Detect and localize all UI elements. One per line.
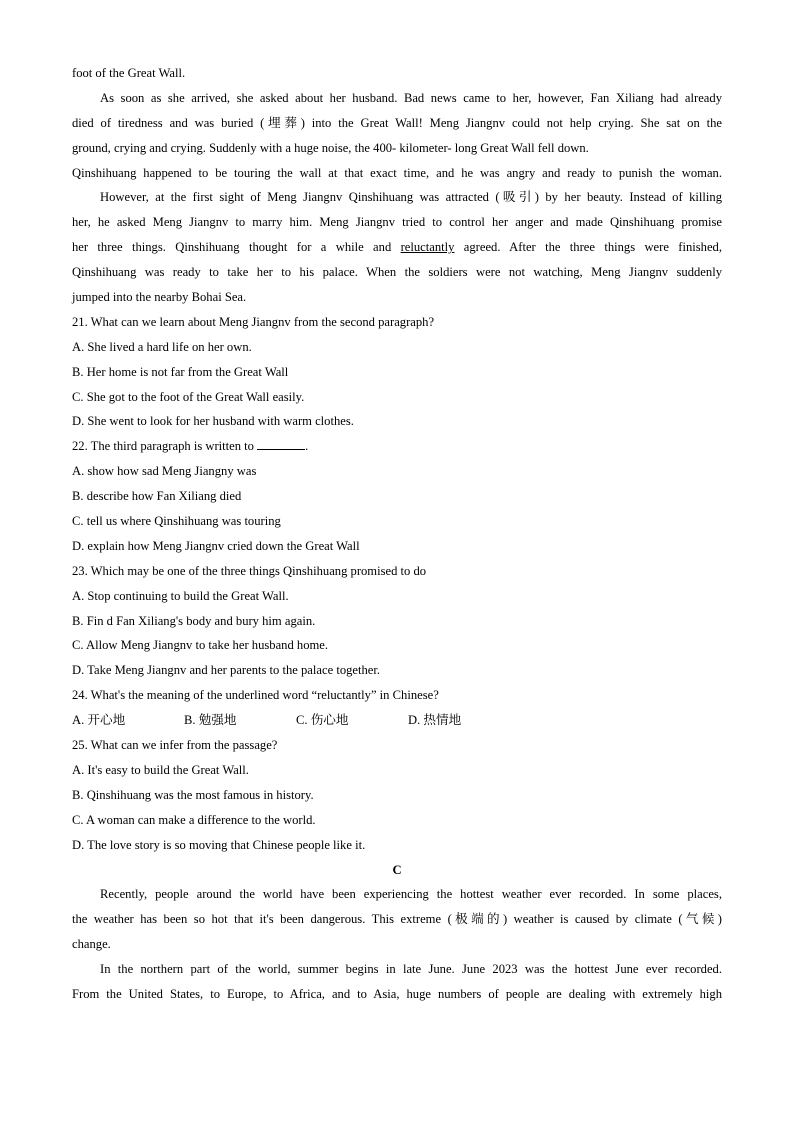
option-b: B. Qinshihuang was the most famous in history. (72, 787, 314, 802)
question-stem (72, 434, 722, 459)
question-stem: 23. Which may be one of the three things Qinshihuang promised to do (72, 563, 427, 578)
options-row (72, 708, 722, 733)
text-line: jumped into the nearby Bohai Sea. (72, 290, 247, 305)
option-d: D. The love story is so moving that Chinese people like it. (72, 837, 366, 852)
text-line: As soon as she arrived, she asked about her husband. Bad news came to her, however, Fan Xiliang had already (100, 90, 722, 105)
option-a: A. 开心地 (72, 713, 126, 728)
question-stem: 21. What can we learn about Meng Jiangnv from the second paragraph? (72, 314, 435, 329)
option-c: C. tell us where Qinshihuang was touring (72, 514, 281, 529)
text-line: the weather has been so hot that it's been dangerous. This extreme (极端的) weather is caused by climate (气候) (72, 912, 722, 927)
question-stem: 25. What can we infer from the passage? (72, 738, 278, 753)
document-page (72, 61, 722, 1007)
option-d: D. 热情地 (408, 713, 462, 728)
text-line: From the United States, to Europe, to Africa, and to Asia, huge numbers of people are dealing with extremely high (72, 986, 722, 1001)
option-a: A. show how sad Meng Jiangny was (72, 464, 257, 479)
option-b: B. 勉强地 (184, 713, 237, 728)
text-line: died of tiredness and was buried (埋葬) into the Great Wall! Meng Jiangnv could not help crying. She sat on the (72, 115, 722, 130)
option-b: B. Fin d Fan Xiliang's body and bury him again. (72, 613, 316, 628)
text-line: change. (72, 937, 111, 952)
question-25 (72, 733, 722, 857)
option-a: A. It's easy to build the Great Wall. (72, 762, 249, 777)
question-24 (72, 683, 722, 733)
text-line (72, 235, 722, 260)
option-d: D. Take Meng Jiangnv and her parents to the palace together. (72, 663, 381, 678)
question-23 (72, 559, 722, 683)
text-span: 22. The third paragraph is written to (72, 439, 258, 454)
paragraph-hottest-weather (72, 882, 722, 957)
paragraph-northern-summer (72, 957, 722, 1007)
text-line: Qinshihuang happened to be touring the wall at that exact time, and he was angry and ready to punish the woman. (72, 165, 722, 180)
text-span: her three things. Qinshihuang thought for a while and (72, 240, 401, 255)
text-line: Qinshihuang was ready to take her to his palace. When the soldiers were not watching, Meng Jiangnv suddenly (72, 265, 722, 280)
answer-blank (257, 437, 305, 450)
question-21 (72, 310, 722, 434)
question-22 (72, 434, 722, 558)
text-line: Recently, people around the world have been experiencing the hottest weather ever recorded. In some places, (100, 887, 722, 902)
section-heading: C (392, 862, 402, 877)
option-b: B. Her home is not far from the Great Wall (72, 364, 289, 379)
question-stem: 24. What's the meaning of the underlined word “reluctantly” in Chinese? (72, 688, 439, 703)
text-line: her, he asked Meng Jiangnv to marry him. Meng Jiangnv tried to control her anger and made Qinshihuang promise (72, 215, 722, 230)
text-line: foot of the Great Wall. (72, 66, 186, 80)
text-line: ground, crying and crying. Suddenly with a huge noise, the 400- kilometer- long Great Wall fell down. (72, 140, 589, 155)
option-d: D. She went to look for her husband with warm clothes. (72, 414, 354, 429)
underlined-word: reluctantly (400, 240, 455, 255)
option-a: A. She lived a hard life on her own. (72, 339, 252, 354)
text-span: agreed. After the three things were finished, (454, 240, 722, 255)
option-b: B. describe how Fan Xiliang died (72, 489, 242, 504)
option-c: C. A woman can make a difference to the world. (72, 812, 316, 827)
option-d: D. explain how Meng Jiangnv cried down the Great Wall (72, 538, 360, 553)
option-c: C. Allow Meng Jiangnv to take her husband home. (72, 638, 329, 653)
text-span: . (305, 439, 309, 454)
text-line: However, at the first sight of Meng Jiangnv Qinshihuang was attracted (吸引) by her beauty. Instead of killing (100, 190, 722, 205)
paragraph-husband-news (72, 86, 722, 186)
option-c: C. 伤心地 (296, 713, 349, 728)
option-a: A. Stop continuing to build the Great Wall. (72, 588, 289, 603)
option-c: C. She got to the foot of the Great Wall easily. (72, 389, 305, 404)
text-line: In the northern part of the world, summer begins in late June. June 2023 was the hottest June ever recorded. (100, 962, 722, 977)
paragraph-qinshihuang (72, 185, 722, 309)
